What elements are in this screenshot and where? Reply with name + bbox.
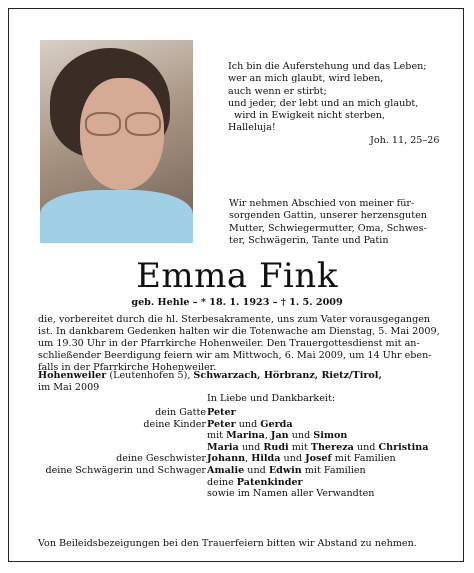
relation-label <box>20 477 206 489</box>
connector-text: und <box>353 441 379 453</box>
verse-line: wird in Ewigkeit nicht sterben, <box>234 110 386 122</box>
verse-line: Halleluja! <box>228 122 276 134</box>
family-member-name: Amalie <box>207 464 245 476</box>
connector-text: und <box>244 464 269 476</box>
family-names-line <box>207 477 447 489</box>
place-hohenweiler: Hohenweiler <box>38 370 107 381</box>
intro-line: Wir nehmen Abschied von meiner für- <box>229 198 415 209</box>
family-names-line <box>207 488 447 500</box>
connector-text: deine <box>207 476 237 488</box>
bible-verse <box>228 61 438 135</box>
family-names <box>207 407 447 500</box>
deceased-name: Emma Fink <box>136 256 338 296</box>
family-member-name: Marina <box>226 430 265 442</box>
family-names-line <box>207 453 447 465</box>
body-line: die, vorbereitet durch die hl. Sterbesakramente, uns zum Vater vorausgegangen <box>38 314 431 325</box>
family-member-name: Christina <box>378 441 429 453</box>
place-detail: (Leutenhofen 5), <box>106 370 194 381</box>
relation-label <box>20 488 206 500</box>
family-member-name: Thereza <box>310 441 354 453</box>
intro-line: Mutter, Schwiegermutter, Oma, Schwes- <box>229 222 427 234</box>
birth-death-line: geb. Hehle – * 18. 1. 1923 – † 1. 5. 2009 <box>131 297 343 308</box>
verse-reference: Joh. 11, 25–26 <box>370 135 440 146</box>
intro-line: sorgenden Gattin, unserer herzensguten <box>229 210 427 222</box>
family-member-name: Johann <box>207 453 246 465</box>
relation-label <box>20 430 206 442</box>
connector-text: mit <box>207 430 227 442</box>
date-line: im Mai 2009 <box>38 382 100 393</box>
connector-text: und <box>288 430 314 442</box>
family-member-name: Patenkinder <box>236 476 303 488</box>
intro-line: ter, Schwägerin, Tante und Patin <box>229 234 389 246</box>
service-text <box>38 314 438 374</box>
family-member-name: Josef <box>305 453 332 465</box>
family-names-line <box>207 407 447 419</box>
connector-text: , <box>245 453 252 465</box>
family-names-line <box>207 442 447 454</box>
family-member-name: Peter <box>207 418 236 430</box>
relation-label: deine Kinder <box>143 418 206 430</box>
connector-text: und <box>238 441 264 453</box>
verse-line: auch wenn er stirbt; <box>228 85 327 97</box>
family-member-name: Peter <box>207 407 236 418</box>
relation-label <box>20 442 206 454</box>
family-names-line <box>207 430 447 442</box>
family-member-name: Maria <box>207 441 239 453</box>
place-others: Schwarzach, Hörbranz, Rietz/Tirol, <box>193 370 382 381</box>
body-line: ist. In dankbarem Gedenken halten wir die Totenwache am Dienstag, 5. Mai 2009, <box>38 326 440 337</box>
body-line: um 19.30 Uhr in der Pfarrkirche Hohenweiler. Den Trauergottesdienst mit an- <box>38 338 420 349</box>
relation-label: deine Schwägerin und Schwager <box>45 464 206 476</box>
family-member-name: Hilda <box>251 453 281 465</box>
connector-text: mit Familien <box>301 464 366 476</box>
places-and-date <box>38 370 382 394</box>
portrait-photo <box>40 40 193 243</box>
family-names-line <box>207 419 447 431</box>
connector-text: und <box>235 418 261 430</box>
family-member-name: Jan <box>270 430 289 442</box>
family-member-name: Gerda <box>260 418 293 430</box>
in-liebe-heading: In Liebe und Dankbarkeit: <box>207 393 336 404</box>
family-relations <box>20 407 206 500</box>
body-line: falls in der Pfarrkirche Hohenweiler. <box>38 362 217 373</box>
body-line: schließender Beerdigung feiern wir am Mittwoch, 6. Mai 2009, um 14 Uhr eben- <box>38 350 432 361</box>
family-member-name: Rudi <box>263 441 289 453</box>
family-member-name: Simon <box>313 430 348 442</box>
connector-text: , <box>264 430 271 442</box>
verse-line: und jeder, der lebt und an mich glaubt, <box>228 97 419 109</box>
family-names-line <box>207 465 447 477</box>
verse-line: Ich bin die Auferstehung und das Leben; <box>228 61 427 72</box>
relation-label: dein Gatte <box>155 407 206 418</box>
farewell-intro <box>229 198 439 247</box>
connector-text: und <box>280 453 306 465</box>
connector-text: mit <box>288 441 311 453</box>
relation-label: deine Geschwister <box>116 453 206 465</box>
family-member-name: Edwin <box>268 464 302 476</box>
connector-text: sowie im Namen aller Verwandten <box>207 488 375 500</box>
condolence-note: Von Beileidsbezeigungen bei den Trauerfeiern bitten wir Abstand zu nehmen. <box>38 538 417 549</box>
verse-line: wer an mich glaubt, wird leben, <box>228 73 384 85</box>
connector-text: mit Familien <box>331 453 396 465</box>
